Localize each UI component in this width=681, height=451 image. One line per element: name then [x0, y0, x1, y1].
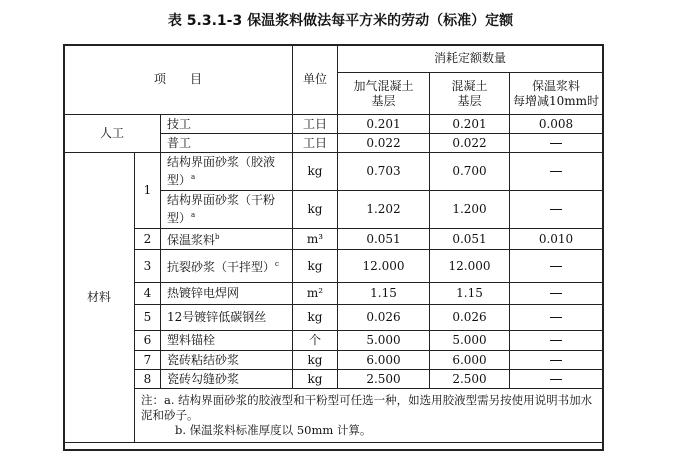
row-v2: 2.500: [430, 370, 510, 389]
row-name: 热镀锌电焊网: [161, 283, 293, 305]
row-v1: 0.201: [338, 115, 430, 134]
table-row: [64, 351, 603, 370]
row-v1: 6.000: [338, 351, 430, 370]
header-col2: 混凝土 基层: [430, 73, 510, 115]
row-v3: [510, 250, 603, 283]
row-v3: [510, 283, 603, 305]
note-b: b. 保温浆料标准厚度以 50mm 计算。: [175, 423, 372, 437]
row-unit: kg: [293, 153, 338, 191]
row-name: 瓷砖勾缝砂浆: [161, 370, 293, 389]
row-v3: 0.008: [510, 115, 603, 134]
row-v1: 1.202: [338, 191, 430, 229]
row-name: 保温浆料$^b$: [161, 229, 293, 250]
row-v1: 2.500: [338, 370, 430, 389]
row-v1: 5.000: [338, 331, 430, 351]
table-row: [64, 250, 603, 283]
row-unit: 个: [293, 331, 338, 351]
row-v2: 0.022: [430, 134, 510, 153]
row-unit: m³: [293, 229, 338, 250]
header-col3: 保温浆料 每增减10mm时: [510, 73, 603, 115]
row-v2: 5.000: [430, 331, 510, 351]
row-v2: 1.200: [430, 191, 510, 229]
dash-mark: [550, 360, 562, 361]
table-title: 表 5.3.1-3 保温浆料做法每平方米的劳动（标准）定额: [167, 13, 514, 29]
row-v2: 12.000: [430, 250, 510, 283]
table-row: [64, 283, 603, 305]
row-v1: 0.022: [338, 134, 430, 153]
row-name: 普工: [161, 134, 293, 153]
row-v2: 6.000: [430, 351, 510, 370]
row-unit: kg: [293, 305, 338, 331]
row-no: 6: [135, 331, 161, 351]
labor-quota-table: [63, 44, 603, 443]
header-item: 项 目: [64, 45, 293, 115]
row-unit: 工日: [293, 134, 338, 153]
header-consumption: 消耗定额数量: [338, 45, 603, 73]
row-v1: 1.15: [338, 283, 430, 305]
dash-mark: [550, 266, 562, 267]
table-row: [64, 331, 603, 351]
row-v3: 0.010: [510, 229, 603, 250]
row-v1: 0.051: [338, 229, 430, 250]
category-materials: 材料: [64, 153, 135, 443]
row-no: 8: [135, 370, 161, 389]
row-v3: [510, 331, 603, 351]
row-v1: 0.703: [338, 153, 430, 191]
category-labor: 人工: [64, 115, 161, 153]
note-a: 注：a. 结构界面砂浆的胶液型和干粉型可任选一种，如选用胶液型需另按使用说明书加水泥和砂子。: [141, 393, 593, 422]
row-unit: kg: [293, 370, 338, 389]
dash-mark: [550, 209, 562, 210]
row-unit: kg: [293, 351, 338, 370]
table-row: [64, 229, 603, 250]
row-v3: [510, 153, 603, 191]
row-v3: [510, 191, 603, 229]
row-no: 4: [135, 283, 161, 305]
row-name: 抗裂砂浆（干拌型）$^c$: [161, 250, 293, 283]
dash-mark: [550, 293, 562, 294]
row-name: 瓷砖粘结砂浆: [161, 351, 293, 370]
row-v2: 0.201: [430, 115, 510, 134]
dash-mark: [550, 379, 562, 380]
table-row: [64, 370, 603, 389]
row-unit: m²: [293, 283, 338, 305]
row-unit: 工日: [293, 115, 338, 134]
table-row: [64, 153, 603, 191]
row-name: 塑料锚栓: [161, 331, 293, 351]
header-unit: 单位: [293, 45, 338, 115]
row-no: 1: [135, 153, 161, 229]
row-v1: 0.026: [338, 305, 430, 331]
row-name: 技工: [161, 115, 293, 134]
table-row: [64, 305, 603, 331]
row-v2: 0.700: [430, 153, 510, 191]
row-name: 结构界面砂浆（干粉型）$^a$: [161, 191, 293, 229]
dash-mark: [550, 171, 562, 172]
dash-mark: [550, 340, 562, 341]
table-notes: [135, 389, 603, 443]
row-no: 7: [135, 351, 161, 370]
row-name: 结构界面砂浆（胶液型）$^a$: [161, 153, 293, 191]
row-v3: [510, 305, 603, 331]
notes-row: [64, 389, 603, 443]
row-no: 3: [135, 250, 161, 283]
dash-mark: [550, 317, 562, 318]
row-unit: kg: [293, 191, 338, 229]
row-v3: [510, 351, 603, 370]
row-unit: kg: [293, 250, 338, 283]
row-no: 2: [135, 229, 161, 250]
row-v2: 1.15: [430, 283, 510, 305]
table-row: [64, 115, 603, 134]
row-v3: [510, 134, 603, 153]
row-name: 12号镀锌低碳钢丝: [161, 305, 293, 331]
row-no: 5: [135, 305, 161, 331]
row-v1: 12.000: [338, 250, 430, 283]
header-col1: 加气混凝土 基层: [338, 73, 430, 115]
row-v3: [510, 370, 603, 389]
row-v2: 0.051: [430, 229, 510, 250]
dash-mark: [550, 143, 562, 144]
row-v2: 0.026: [430, 305, 510, 331]
